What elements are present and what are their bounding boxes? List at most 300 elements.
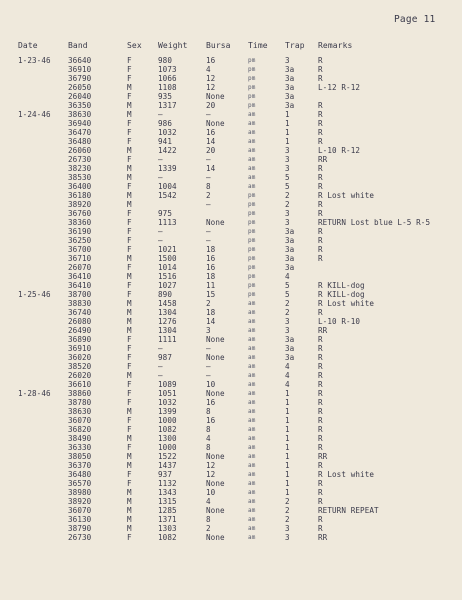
trap-cell: 3 — [285, 164, 290, 173]
trap-cell: 4 — [285, 380, 290, 389]
time-cell: pm — [248, 228, 256, 235]
weight-cell: 1399 — [158, 407, 177, 416]
sex-cell: F — [127, 155, 132, 164]
time-cell: pm — [248, 219, 256, 226]
bursa-cell: — — [206, 173, 211, 182]
trap-cell: 1 — [285, 488, 290, 497]
sex-cell: F — [127, 182, 132, 191]
weight-cell: 1285 — [158, 506, 177, 515]
remarks-cell: R — [318, 227, 323, 236]
band-cell: 36910 — [68, 344, 92, 353]
bursa-cell: None — [206, 353, 225, 362]
table-row — [0, 416, 462, 425]
weight-cell: 1014 — [158, 263, 177, 272]
bursa-cell: 10 — [206, 488, 216, 497]
trap-cell: 2 — [285, 308, 290, 317]
bursa-cell: 4 — [206, 497, 211, 506]
sex-cell: F — [127, 335, 132, 344]
time-cell: pm — [248, 237, 256, 244]
table-row — [0, 371, 462, 380]
trap-cell: 3 — [285, 155, 290, 164]
remarks-cell: R — [318, 398, 323, 407]
table-row — [0, 155, 462, 164]
table-row — [0, 56, 462, 65]
sex-cell: F — [127, 56, 132, 65]
sex-cell: F — [127, 65, 132, 74]
bursa-cell: 12 — [206, 83, 216, 92]
remarks-cell: R — [318, 209, 323, 218]
sex-cell: M — [127, 452, 132, 461]
band-cell: 38490 — [68, 434, 92, 443]
trap-cell: 1 — [285, 128, 290, 137]
trap-cell: 5 — [285, 182, 290, 191]
sex-cell: M — [127, 101, 132, 110]
time-cell: pm — [248, 201, 256, 208]
weight-cell: 1073 — [158, 65, 177, 74]
time-cell: am — [248, 309, 256, 316]
sex-cell: M — [127, 434, 132, 443]
table-row — [0, 407, 462, 416]
trap-cell: 4 — [285, 362, 290, 371]
band-cell: 36410 — [68, 281, 92, 290]
remarks-cell: R — [318, 308, 323, 317]
bursa-cell: 18 — [206, 245, 216, 254]
remarks-cell: R — [318, 119, 323, 128]
band-cell: 38630 — [68, 407, 92, 416]
remarks-cell: R — [318, 371, 323, 380]
time-cell: pm — [248, 66, 256, 73]
remarks-cell: R — [318, 137, 323, 146]
bursa-cell: 12 — [206, 74, 216, 83]
sex-cell: F — [127, 74, 132, 83]
band-cell: 36370 — [68, 461, 92, 470]
remarks-cell: R — [318, 479, 323, 488]
sex-cell: F — [127, 119, 132, 128]
remarks-cell: R — [318, 65, 323, 74]
time-cell: am — [248, 498, 256, 505]
bursa-cell: 2 — [206, 524, 211, 533]
table-row — [0, 245, 462, 254]
table-row — [0, 74, 462, 83]
weight-cell: — — [158, 110, 163, 119]
trap-cell: 3a — [285, 65, 295, 74]
table-row — [0, 380, 462, 389]
band-cell: 36480 — [68, 137, 92, 146]
bursa-cell: None — [206, 506, 225, 515]
table-row — [0, 182, 462, 191]
remarks-cell: R — [318, 182, 323, 191]
weight-cell: 1051 — [158, 389, 177, 398]
weight-cell: 941 — [158, 137, 173, 146]
bursa-column-header: Bursa — [206, 41, 231, 50]
trap-cell: 3a — [285, 353, 295, 362]
table-row — [0, 443, 462, 452]
bursa-cell: 16 — [206, 254, 216, 263]
band-cell: 36610 — [68, 380, 92, 389]
table-row — [0, 506, 462, 515]
trap-cell: 3a — [285, 245, 295, 254]
weight-cell: 980 — [158, 56, 173, 65]
trap-column-header: Trap — [285, 41, 305, 50]
bursa-cell: 4 — [206, 65, 211, 74]
sex-cell: F — [127, 425, 132, 434]
remarks-cell: R Lost white — [318, 191, 375, 200]
band-cell: 38860 — [68, 389, 92, 398]
time-cell: pm — [248, 264, 256, 271]
band-cell: 36400 — [68, 182, 92, 191]
table-row — [0, 110, 462, 119]
sex-cell: M — [127, 317, 132, 326]
sex-cell: M — [127, 515, 132, 524]
sex-cell: M — [127, 83, 132, 92]
band-cell: 36820 — [68, 425, 92, 434]
table-row — [0, 452, 462, 461]
trap-cell: 2 — [285, 299, 290, 308]
weight-cell: 986 — [158, 119, 173, 128]
time-cell: am — [248, 138, 256, 145]
date-cell: 1-28-46 — [18, 389, 51, 398]
band-cell: 36250 — [68, 236, 92, 245]
trap-cell: 3a — [285, 263, 295, 272]
time-cell: am — [248, 516, 256, 523]
time-cell: am — [248, 363, 256, 370]
weight-cell: 1113 — [158, 218, 177, 227]
sex-cell: M — [127, 272, 132, 281]
sex-cell: F — [127, 92, 132, 101]
remarks-cell: R Lost white — [318, 470, 375, 479]
band-cell: 26050 — [68, 83, 92, 92]
band-cell: 36070 — [68, 416, 92, 425]
table-row — [0, 317, 462, 326]
remarks-cell: R — [318, 461, 323, 470]
table-row — [0, 191, 462, 200]
sex-cell: F — [127, 263, 132, 272]
bursa-cell: 12 — [206, 461, 216, 470]
time-cell: pm — [248, 84, 256, 91]
time-cell: am — [248, 120, 256, 127]
table-row — [0, 398, 462, 407]
remarks-cell: R — [318, 380, 323, 389]
bursa-cell: 16 — [206, 416, 216, 425]
time-cell: pm — [248, 192, 256, 199]
page-number: Page 11 — [394, 14, 436, 25]
bursa-cell: 2 — [206, 191, 211, 200]
table-row — [0, 254, 462, 263]
trap-cell: 1 — [285, 398, 290, 407]
weight-cell: 937 — [158, 470, 173, 479]
weight-cell: 1082 — [158, 533, 177, 542]
time-cell: am — [248, 345, 256, 352]
remarks-cell: R — [318, 56, 323, 65]
trap-cell: 1 — [285, 434, 290, 443]
time-cell: pm — [248, 75, 256, 82]
date-column-header: Date — [18, 41, 38, 50]
time-cell: am — [248, 336, 256, 343]
time-cell: am — [248, 408, 256, 415]
remarks-cell: R — [318, 200, 323, 209]
trap-cell: 1 — [285, 461, 290, 470]
sex-cell: F — [127, 227, 132, 236]
trap-cell: 3 — [285, 218, 290, 227]
time-column-header: Time — [248, 41, 268, 50]
weight-cell: 1021 — [158, 245, 177, 254]
band-cell: 36180 — [68, 191, 92, 200]
sex-cell: M — [127, 461, 132, 470]
sex-cell: M — [127, 488, 132, 497]
trap-cell: 3a — [285, 74, 295, 83]
band-cell: 36940 — [68, 119, 92, 128]
sex-cell: F — [127, 245, 132, 254]
table-row — [0, 128, 462, 137]
weight-cell: 1000 — [158, 416, 177, 425]
remarks-cell: R — [318, 74, 323, 83]
band-cell: 26730 — [68, 155, 92, 164]
trap-cell: 3 — [285, 533, 290, 542]
sex-column-header: Sex — [127, 41, 142, 50]
table-row — [0, 389, 462, 398]
bursa-cell: 8 — [206, 443, 211, 452]
trap-cell: 2 — [285, 200, 290, 209]
sex-cell: F — [127, 137, 132, 146]
weight-cell: 1317 — [158, 101, 177, 110]
weight-cell: 1066 — [158, 74, 177, 83]
remarks-cell: R — [318, 353, 323, 362]
trap-cell: 2 — [285, 506, 290, 515]
band-cell: 36410 — [68, 272, 92, 281]
remarks-cell: R — [318, 425, 323, 434]
table-row — [0, 92, 462, 101]
weight-cell: — — [158, 236, 163, 245]
sex-cell: F — [127, 209, 132, 218]
bursa-cell: None — [206, 335, 225, 344]
weight-cell: 1304 — [158, 308, 177, 317]
remarks-cell: R — [318, 515, 323, 524]
bursa-cell: — — [206, 344, 211, 353]
sex-cell: M — [127, 146, 132, 155]
remarks-cell: R Lost white — [318, 299, 375, 308]
weight-cell: 1300 — [158, 434, 177, 443]
band-cell: 26490 — [68, 326, 92, 335]
bursa-cell: — — [206, 110, 211, 119]
weight-cell: 1111 — [158, 335, 177, 344]
bursa-cell: 16 — [206, 263, 216, 272]
remarks-cell: L-10 R-10 — [318, 317, 361, 326]
bursa-cell: 16 — [206, 398, 216, 407]
trap-cell: 3a — [285, 254, 295, 263]
sex-cell: M — [127, 326, 132, 335]
time-cell: am — [248, 165, 256, 172]
weight-cell: 1132 — [158, 479, 177, 488]
remarks-cell: R — [318, 416, 323, 425]
bursa-cell: 15 — [206, 290, 216, 299]
time-cell: am — [248, 453, 256, 460]
bursa-cell: — — [206, 227, 211, 236]
time-cell: am — [248, 471, 256, 478]
remarks-cell: RR — [318, 452, 328, 461]
weight-cell: 1276 — [158, 317, 177, 326]
trap-cell: 1 — [285, 389, 290, 398]
time-cell: am — [248, 417, 256, 424]
table-row — [0, 515, 462, 524]
bursa-cell: 8 — [206, 407, 211, 416]
band-cell: 38050 — [68, 452, 92, 461]
trap-cell: 3 — [285, 524, 290, 533]
bursa-cell: 10 — [206, 380, 216, 389]
weight-cell: 975 — [158, 209, 173, 218]
sex-cell: F — [127, 443, 132, 452]
bursa-cell: None — [206, 92, 225, 101]
time-cell: am — [248, 480, 256, 487]
band-cell: 36350 — [68, 101, 92, 110]
time-cell: am — [248, 426, 256, 433]
table-row — [0, 353, 462, 362]
remarks-cell: R — [318, 128, 323, 137]
trap-cell: 3a — [285, 83, 295, 92]
trap-cell: 3a — [285, 335, 295, 344]
time-cell: pm — [248, 255, 256, 262]
time-cell: pm — [248, 273, 256, 280]
weight-cell: — — [158, 227, 163, 236]
table-row — [0, 173, 462, 182]
trap-cell: 1 — [285, 452, 290, 461]
remarks-cell: R — [318, 497, 323, 506]
date-cell: 1-23-46 — [18, 56, 51, 65]
table-row — [0, 83, 462, 92]
band-cell: 38530 — [68, 173, 92, 182]
bursa-cell: None — [206, 452, 225, 461]
sex-cell: F — [127, 353, 132, 362]
band-cell: 26070 — [68, 263, 92, 272]
table-row — [0, 479, 462, 488]
table-row — [0, 488, 462, 497]
trap-cell: 3 — [285, 326, 290, 335]
sex-cell: M — [127, 524, 132, 533]
sex-cell: F — [127, 398, 132, 407]
remarks-cell: R — [318, 110, 323, 119]
weight-cell: 1516 — [158, 272, 177, 281]
band-column-header: Band — [68, 41, 88, 50]
bursa-cell: 11 — [206, 281, 216, 290]
time-cell: am — [248, 129, 256, 136]
remarks-cell: R — [318, 488, 323, 497]
table-row — [0, 236, 462, 245]
trap-cell: 2 — [285, 515, 290, 524]
band-cell: 38520 — [68, 362, 92, 371]
weight-cell: 1000 — [158, 443, 177, 452]
trap-cell: 3 — [285, 209, 290, 218]
weight-cell: 890 — [158, 290, 173, 299]
remarks-cell: R — [318, 434, 323, 443]
sex-cell: F — [127, 380, 132, 389]
bursa-cell: None — [206, 533, 225, 542]
band-cell: 36190 — [68, 227, 92, 236]
remarks-cell: R — [318, 173, 323, 182]
table-row — [0, 524, 462, 533]
trap-cell: 3a — [285, 227, 295, 236]
sex-cell: M — [127, 110, 132, 119]
date-cell: 1-24-46 — [18, 110, 51, 119]
trap-cell: 1 — [285, 443, 290, 452]
table-row — [0, 425, 462, 434]
sex-cell: F — [127, 416, 132, 425]
table-row — [0, 335, 462, 344]
bursa-cell: — — [206, 200, 211, 209]
time-cell: am — [248, 381, 256, 388]
band-cell: 36700 — [68, 245, 92, 254]
bursa-cell: 12 — [206, 470, 216, 479]
time-cell: am — [248, 435, 256, 442]
time-cell: pm — [248, 102, 256, 109]
time-cell: am — [248, 462, 256, 469]
weight-cell: 1032 — [158, 398, 177, 407]
sex-cell: M — [127, 200, 132, 209]
weight-cell: 1458 — [158, 299, 177, 308]
table-row — [0, 497, 462, 506]
sex-cell: M — [127, 254, 132, 263]
sex-cell: F — [127, 344, 132, 353]
bursa-cell: None — [206, 119, 225, 128]
time-cell: pm — [248, 57, 256, 64]
time-cell: pm — [248, 291, 256, 298]
time-cell: am — [248, 318, 256, 325]
sex-cell: F — [127, 362, 132, 371]
time-cell: am — [248, 525, 256, 532]
trap-cell: 1 — [285, 407, 290, 416]
band-cell: 26060 — [68, 146, 92, 155]
time-cell: am — [248, 300, 256, 307]
table-row — [0, 344, 462, 353]
remarks-cell: R — [318, 236, 323, 245]
band-cell: 36480 — [68, 470, 92, 479]
bursa-cell: 16 — [206, 56, 216, 65]
trap-cell: 4 — [285, 371, 290, 380]
table-row — [0, 65, 462, 74]
table-row — [0, 200, 462, 209]
bursa-cell: None — [206, 479, 225, 488]
bursa-cell: 14 — [206, 137, 216, 146]
weight-cell: 1339 — [158, 164, 177, 173]
time-cell: am — [248, 183, 256, 190]
band-cell: 26040 — [68, 92, 92, 101]
table-row — [0, 362, 462, 371]
weight-cell: 1082 — [158, 425, 177, 434]
bursa-cell: 8 — [206, 515, 211, 524]
remarks-cell: RETURN REPEAT — [318, 506, 379, 515]
band-cell: 36910 — [68, 65, 92, 74]
remarks-column-header: Remarks — [318, 41, 353, 50]
weight-cell: 1542 — [158, 191, 177, 200]
remarks-cell: L-10 R-12 — [318, 146, 361, 155]
bursa-cell: 20 — [206, 101, 216, 110]
weight-cell: — — [158, 344, 163, 353]
trap-cell: 2 — [285, 497, 290, 506]
sex-cell: M — [127, 371, 132, 380]
band-cell: 38230 — [68, 164, 92, 173]
table-row — [0, 164, 462, 173]
band-cell: 36740 — [68, 308, 92, 317]
time-cell: am — [248, 444, 256, 451]
sex-cell: F — [127, 128, 132, 137]
trap-cell: 1 — [285, 137, 290, 146]
trap-cell: 3 — [285, 146, 290, 155]
trap-cell: 1 — [285, 110, 290, 119]
column-header-row — [0, 41, 462, 51]
remarks-cell: R — [318, 389, 323, 398]
bursa-cell: — — [206, 362, 211, 371]
trap-cell: 5 — [285, 290, 290, 299]
weight-cell: 1422 — [158, 146, 177, 155]
weight-cell: 935 — [158, 92, 173, 101]
